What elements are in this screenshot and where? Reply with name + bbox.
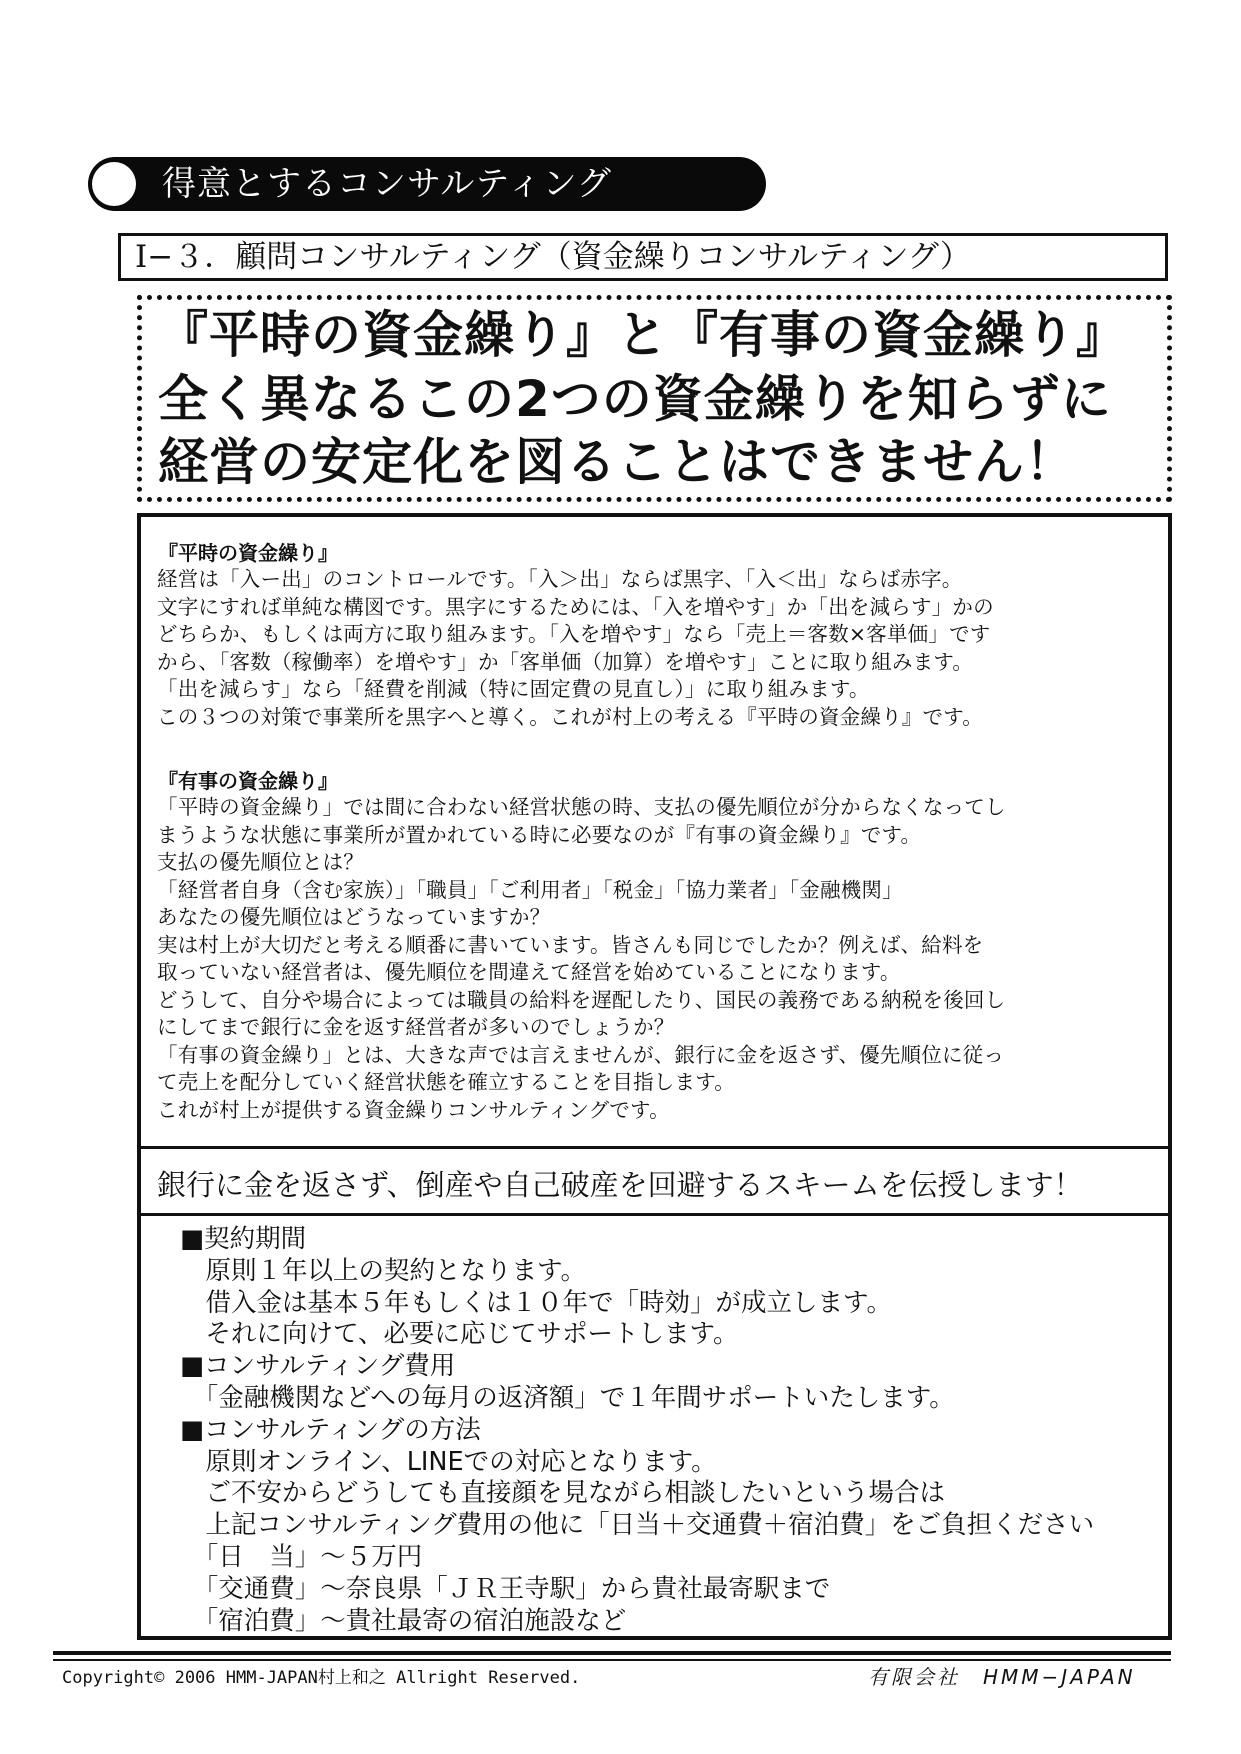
footer-rule-thick bbox=[53, 1651, 1171, 1655]
headline-line-2: 全く異なるこの2つの資金繰りを知らずに bbox=[158, 370, 1112, 428]
copyright-text: Copyright© 2006 HMM-JAPAN村上和之 Allright Reserved. bbox=[62, 1668, 581, 1688]
divider-top bbox=[141, 1146, 1168, 1149]
headline-line-3: 経営の安定化を図ることはできません！ bbox=[158, 433, 1076, 491]
divider-bottom bbox=[141, 1213, 1168, 1216]
contract-details: ■契約期間 原則１年以上の契約となります。 借入金は基本５年もしくは１０年で「時効」が成立します。 それに向けて、必要に応じてサポートします。 ■コンサルティング費用 「金融機関などへの毎月の返済額」で１年間サポートいたします。 ■コンサルティングの方法 原則オンライン、LINEでの対応となります。 ご不安からどうしても直接顔を見ながら相談したいという場合は 上記コンサルティング費用の他に「日当＋交通費＋宿泊費」をご負担ください 「日 当」〜５万円 「交通費」〜奈良県「ＪＲ王寺駅」から貴社最寄駅まで 「宿泊費」〜貴社最寄の宿泊施設など bbox=[180, 1224, 1095, 1636]
emergency-title: 『有事の資金繰り』 bbox=[158, 769, 338, 793]
peacetime-title: 『平時の資金繰り』 bbox=[158, 541, 338, 565]
headline-box bbox=[137, 295, 1172, 502]
circle-bullet-icon bbox=[92, 162, 136, 206]
banner-text: 銀行に金を返さず、倒産や自己破産を回避するスキームを伝授します！ bbox=[157, 1168, 1083, 1202]
subtitle-text: Ⅰ−３．顧問コンサルティング（資金繰りコンサルティング） bbox=[135, 239, 971, 275]
subtitle-box bbox=[118, 233, 1168, 281]
headline-line-1: 『平時の資金繰り』と『有事の資金繰り』 bbox=[158, 306, 1127, 364]
footer-rule-thin bbox=[53, 1659, 1171, 1661]
peacetime-body: 経営は「入ー出」のコントロールです。「入＞出」ならば黒字、「入＜出」ならば赤字。 文字にすれば単純な構図です。黒字にするためには、「入を増やす」か「出を減らす」かの どちらか、もしくは両方に取り組みます。「入を増やす」なら「売上＝客数×客単価」です から、「客数（稼働率）を増やす」か「客単価（加算）を増やす」ことに取り組みます。 「出を減らす」なら「経費を削減（特に固定費の見直し）」に取り組みます。 この３つの対策で事業所を黒字へと導く。これが村上の考える『平時の資金繰り』です。 bbox=[157, 567, 994, 729]
company-name: 有限会社 HMM−JAPAN bbox=[868, 1665, 1136, 1689]
emergency-body: 「平時の資金繰り」では間に合わない経営状態の時、支払の優先順位が分からなくなってし まうような状態に事業所が置かれている時に必要なのが『有事の資金繰り』です。 支払の優先順位とは？ 「経営者自身（含む家族）」「職員」「ご利用者」「税金」「協力業者」「金融機関」 あなたの優先順位はどうなっていますか？ 実は村上が大切だと考える順番に書いています。皆さんも同じでしたか？例えば、給料を 取っていない経営者は、優先順位を間違えて経営を始めていることになります。 どうして、自分や場合によっては職員の給料を遅配したり、国民の義務である納税を後回し にしてまで銀行に金を返す経営者が多いのでしょうか？ 「有事の資金繰り」とは、大きな声では言えませんが、銀行に金を返さず、優先順位に従っ て売上を配分していく経営状態を確立することを目指します。 これが村上が提供する資金繰りコンサルティングです。 bbox=[157, 795, 1006, 1122]
section-title: 得意とするコンサルティング bbox=[162, 164, 612, 204]
